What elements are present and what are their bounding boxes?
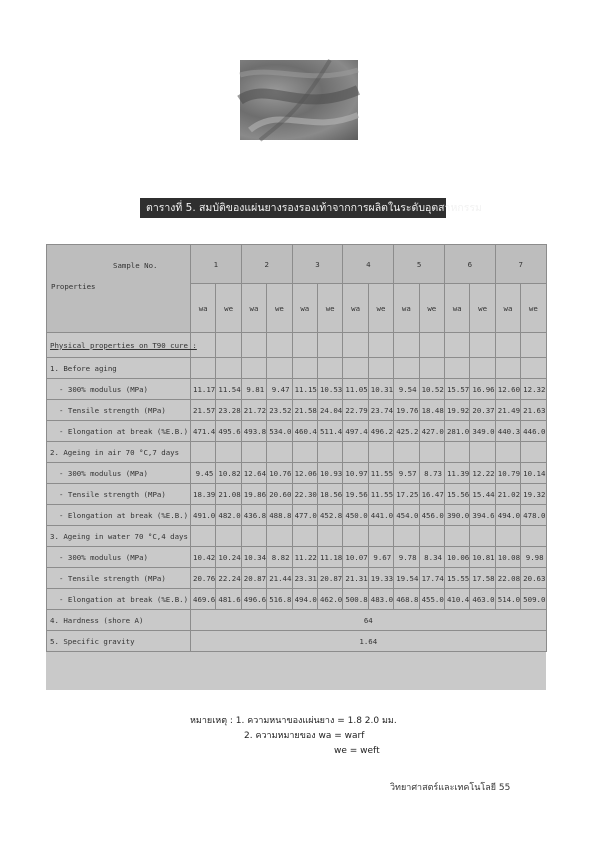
value-cell: 452.8 xyxy=(317,505,342,526)
value-cell: 10.31 xyxy=(368,379,393,400)
sample-header-5: 5 xyxy=(394,245,445,284)
value-cell: 11.05 xyxy=(343,379,368,400)
table-row xyxy=(47,421,547,442)
rubber-sample-photo xyxy=(240,60,358,140)
value-cell: 11.55 xyxy=(368,484,393,505)
value-cell: 488.8 xyxy=(267,505,292,526)
note-line-3: we = weft xyxy=(334,746,380,756)
value-cell: 15.56 xyxy=(444,484,469,505)
value-cell: 462.0 xyxy=(317,589,342,610)
specific-gravity-value-cell: 1.64 xyxy=(191,631,547,652)
sub-header-a: wa xyxy=(343,284,368,333)
value-cell: 21.31 xyxy=(343,568,368,589)
value-cell: 18.48 xyxy=(419,400,444,421)
empty-cell xyxy=(292,442,317,463)
value-cell: 23.28 xyxy=(216,400,241,421)
note-block xyxy=(190,714,397,759)
empty-cell xyxy=(419,526,444,547)
value-cell: 19.32 xyxy=(521,484,546,505)
value-cell: 10.82 xyxy=(216,463,241,484)
page-footer: วิทยาศาสตร์และเทคโนโลยี 55 xyxy=(390,783,511,793)
empty-cell xyxy=(267,358,292,379)
sample-no-label: Sample No. xyxy=(113,261,158,270)
value-cell: 20.37 xyxy=(470,400,495,421)
value-cell: 9.47 xyxy=(267,379,292,400)
sub-header-b: we xyxy=(368,284,393,333)
empty-cell xyxy=(444,333,469,358)
empty-cell xyxy=(368,526,393,547)
empty-cell xyxy=(470,526,495,547)
value-cell: 10.34 xyxy=(241,547,266,568)
value-cell: 11.22 xyxy=(292,547,317,568)
sample-header-3: 3 xyxy=(292,245,343,284)
empty-cell xyxy=(216,442,241,463)
value-cell: 10.53 xyxy=(317,379,342,400)
value-cell: 8.73 xyxy=(419,463,444,484)
value-cell: 483.0 xyxy=(368,589,393,610)
empty-cell xyxy=(419,333,444,358)
empty-cell xyxy=(317,358,342,379)
value-cell: 21.58 xyxy=(292,400,317,421)
value-cell: 11.15 xyxy=(292,379,317,400)
table-row xyxy=(47,589,547,610)
hardness-value-cell: 64 xyxy=(191,610,547,631)
value-cell: 349.0 xyxy=(470,421,495,442)
empty-cell xyxy=(267,442,292,463)
value-cell: 481.6 xyxy=(216,589,241,610)
value-cell: 10.79 xyxy=(495,463,520,484)
value-cell: 12.32 xyxy=(521,379,546,400)
empty-cell xyxy=(419,358,444,379)
value-cell: 8.34 xyxy=(419,547,444,568)
empty-cell xyxy=(317,526,342,547)
value-cell: 16.96 xyxy=(470,379,495,400)
value-cell: 10.14 xyxy=(521,463,546,484)
value-cell: 9.81 xyxy=(241,379,266,400)
value-cell: 21.57 xyxy=(191,400,216,421)
value-cell: 482.0 xyxy=(216,505,241,526)
empty-cell xyxy=(368,333,393,358)
note-line-1: หมายเหตุ : 1. ความหนาของแผ่นยาง = 1.8 2.0 มม. xyxy=(190,716,397,726)
value-cell: 9.54 xyxy=(394,379,419,400)
empty-cell xyxy=(368,442,393,463)
empty-cell xyxy=(521,358,546,379)
empty-cell xyxy=(191,526,216,547)
value-cell: 16.47 xyxy=(419,484,444,505)
value-cell: 20.87 xyxy=(317,568,342,589)
value-cell: 22.24 xyxy=(216,568,241,589)
table-row xyxy=(47,379,547,400)
value-cell: 534.0 xyxy=(267,421,292,442)
value-cell: 10.93 xyxy=(317,463,342,484)
value-cell: 468.8 xyxy=(394,589,419,610)
empty-cell xyxy=(292,333,317,358)
value-cell: 10.08 xyxy=(495,547,520,568)
sample-header-2: 2 xyxy=(241,245,292,284)
note-line-2: 2. ความหมายของ wa = warf xyxy=(244,731,365,741)
empty-cell xyxy=(444,358,469,379)
empty-cell xyxy=(394,333,419,358)
table-row xyxy=(47,400,547,421)
empty-cell xyxy=(241,526,266,547)
hardness-label-cell: 4. Hardness (shore A) xyxy=(47,610,191,631)
empty-cell xyxy=(470,358,495,379)
value-cell: 22.30 xyxy=(292,484,317,505)
value-cell: 454.0 xyxy=(394,505,419,526)
properties-label: Properties xyxy=(51,282,96,291)
value-cell: 20.63 xyxy=(521,568,546,589)
value-cell: 23.52 xyxy=(267,400,292,421)
empty-cell xyxy=(216,526,241,547)
value-cell: 18.56 xyxy=(317,484,342,505)
sample-header-4: 4 xyxy=(343,245,394,284)
value-cell: 18.39 xyxy=(191,484,216,505)
value-cell: 10.42 xyxy=(191,547,216,568)
empty-cell xyxy=(241,358,266,379)
empty-cell xyxy=(394,526,419,547)
sub-header-a: wa xyxy=(444,284,469,333)
value-cell: 427.0 xyxy=(419,421,444,442)
empty-cell xyxy=(216,358,241,379)
sample-header-1: 1 xyxy=(191,245,242,284)
empty-cell xyxy=(343,526,368,547)
empty-cell xyxy=(267,333,292,358)
sub-header-a: wa xyxy=(191,284,216,333)
value-cell: 281.0 xyxy=(444,421,469,442)
table-row xyxy=(47,484,547,505)
value-cell: 436.8 xyxy=(241,505,266,526)
property-label-cell: - Tensile strength (MPa) xyxy=(47,568,191,589)
table-row xyxy=(47,333,547,358)
value-cell: 514.0 xyxy=(495,589,520,610)
empty-cell xyxy=(419,442,444,463)
value-cell: 446.0 xyxy=(521,421,546,442)
value-cell: 10.97 xyxy=(343,463,368,484)
value-cell: 20.76 xyxy=(191,568,216,589)
sub-header-b: we xyxy=(419,284,444,333)
value-cell: 11.17 xyxy=(191,379,216,400)
value-cell: 441.0 xyxy=(368,505,393,526)
value-cell: 390.0 xyxy=(444,505,469,526)
empty-cell xyxy=(470,442,495,463)
empty-cell xyxy=(521,442,546,463)
property-label-cell: - 300% modulus (MPa) xyxy=(47,463,191,484)
value-cell: 496.6 xyxy=(241,589,266,610)
value-cell: 8.82 xyxy=(267,547,292,568)
table-row xyxy=(47,358,547,379)
empty-cell xyxy=(394,358,419,379)
value-cell: 425.2 xyxy=(394,421,419,442)
value-cell: 15.44 xyxy=(470,484,495,505)
value-cell: 21.63 xyxy=(521,400,546,421)
value-cell: 21.44 xyxy=(267,568,292,589)
empty-cell xyxy=(191,358,216,379)
value-cell: 10.06 xyxy=(444,547,469,568)
empty-cell xyxy=(495,358,520,379)
value-cell: 11.55 xyxy=(368,463,393,484)
table-row xyxy=(47,526,547,547)
property-label-cell: - Tensile strength (MPa) xyxy=(47,484,191,505)
value-cell: 10.76 xyxy=(267,463,292,484)
value-cell: 17.74 xyxy=(419,568,444,589)
empty-cell xyxy=(292,358,317,379)
value-cell: 22.79 xyxy=(343,400,368,421)
value-cell: 9.57 xyxy=(394,463,419,484)
table-row xyxy=(47,463,547,484)
empty-cell xyxy=(216,333,241,358)
value-cell: 12.60 xyxy=(495,379,520,400)
value-cell: 23.74 xyxy=(368,400,393,421)
value-cell: 491.0 xyxy=(191,505,216,526)
value-cell: 19.54 xyxy=(394,568,419,589)
value-cell: 471.4 xyxy=(191,421,216,442)
value-cell: 394.6 xyxy=(470,505,495,526)
value-cell: 11.18 xyxy=(317,547,342,568)
value-cell: 494.0 xyxy=(495,505,520,526)
property-label-cell: - Tensile strength (MPa) xyxy=(47,400,191,421)
value-cell: 19.33 xyxy=(368,568,393,589)
empty-cell xyxy=(317,333,342,358)
value-cell: 455.0 xyxy=(419,589,444,610)
property-label-cell: - 300% modulus (MPa) xyxy=(47,547,191,568)
empty-cell xyxy=(495,333,520,358)
empty-cell xyxy=(444,442,469,463)
empty-cell xyxy=(521,333,546,358)
sample-header-7: 7 xyxy=(495,245,546,284)
value-cell: 494.0 xyxy=(292,589,317,610)
value-cell: 9.67 xyxy=(368,547,393,568)
value-cell: 495.6 xyxy=(216,421,241,442)
empty-cell xyxy=(267,526,292,547)
properties-table-panel xyxy=(46,244,546,690)
table-row xyxy=(47,442,547,463)
value-cell: 17.58 xyxy=(470,568,495,589)
sub-header-b: we xyxy=(470,284,495,333)
value-cell: 21.02 xyxy=(495,484,520,505)
value-cell: 10.24 xyxy=(216,547,241,568)
table-row xyxy=(47,505,547,526)
sub-header-b: we xyxy=(267,284,292,333)
sample-header-6: 6 xyxy=(444,245,495,284)
value-cell: 19.86 xyxy=(241,484,266,505)
value-cell: 12.64 xyxy=(241,463,266,484)
value-cell: 9.78 xyxy=(394,547,419,568)
sub-header-a: wa xyxy=(241,284,266,333)
value-cell: 21.49 xyxy=(495,400,520,421)
group-title-cell: 1. Before aging xyxy=(47,358,191,379)
empty-cell xyxy=(495,442,520,463)
value-cell: 469.6 xyxy=(191,589,216,610)
value-cell: 509.0 xyxy=(521,589,546,610)
value-cell: 17.25 xyxy=(394,484,419,505)
property-label-cell: - Elongation at break (%E.B.) xyxy=(47,421,191,442)
value-cell: 12.06 xyxy=(292,463,317,484)
table-row xyxy=(47,568,547,589)
empty-cell xyxy=(495,526,520,547)
value-cell: 456.0 xyxy=(419,505,444,526)
value-cell: 11.54 xyxy=(216,379,241,400)
table-row xyxy=(47,610,547,631)
specific-gravity-label-cell: 5. Specific gravity xyxy=(47,631,191,652)
sample-properties-header-cell xyxy=(47,245,191,333)
value-cell: 9.45 xyxy=(191,463,216,484)
value-cell: 493.8 xyxy=(241,421,266,442)
empty-cell xyxy=(241,442,266,463)
value-cell: 22.08 xyxy=(495,568,520,589)
value-cell: 460.4 xyxy=(292,421,317,442)
value-cell: 15.55 xyxy=(444,568,469,589)
value-cell: 497.4 xyxy=(343,421,368,442)
value-cell: 23.31 xyxy=(292,568,317,589)
table-row xyxy=(47,631,547,652)
properties-table xyxy=(46,244,547,652)
value-cell: 496.2 xyxy=(368,421,393,442)
value-cell: 440.3 xyxy=(495,421,520,442)
table-row xyxy=(47,547,547,568)
empty-cell xyxy=(241,333,266,358)
value-cell: 21.72 xyxy=(241,400,266,421)
empty-cell xyxy=(368,358,393,379)
empty-cell xyxy=(394,442,419,463)
value-cell: 10.81 xyxy=(470,547,495,568)
value-cell: 410.4 xyxy=(444,589,469,610)
value-cell: 20.60 xyxy=(267,484,292,505)
sub-header-a: wa xyxy=(495,284,520,333)
empty-cell xyxy=(470,333,495,358)
value-cell: 12.22 xyxy=(470,463,495,484)
empty-cell xyxy=(343,442,368,463)
value-cell: 9.98 xyxy=(521,547,546,568)
empty-cell xyxy=(292,526,317,547)
value-cell: 478.0 xyxy=(521,505,546,526)
value-cell: 511.4 xyxy=(317,421,342,442)
value-cell: 19.56 xyxy=(343,484,368,505)
value-cell: 10.07 xyxy=(343,547,368,568)
property-label-cell: - 300% modulus (MPa) xyxy=(47,379,191,400)
empty-cell xyxy=(521,526,546,547)
value-cell: 19.76 xyxy=(394,400,419,421)
value-cell: 11.39 xyxy=(444,463,469,484)
sub-header-b: we xyxy=(216,284,241,333)
sub-header-b: we xyxy=(317,284,342,333)
empty-cell xyxy=(444,526,469,547)
empty-cell xyxy=(343,333,368,358)
property-label-cell: - Elongation at break (%E.B.) xyxy=(47,505,191,526)
value-cell: 450.0 xyxy=(343,505,368,526)
sub-header-a: wa xyxy=(394,284,419,333)
empty-cell xyxy=(191,442,216,463)
property-label-cell: - Elongation at break (%E.B.) xyxy=(47,589,191,610)
value-cell: 500.8 xyxy=(343,589,368,610)
value-cell: 20.87 xyxy=(241,568,266,589)
empty-cell xyxy=(343,358,368,379)
value-cell: 15.57 xyxy=(444,379,469,400)
sub-header-a: wa xyxy=(292,284,317,333)
sub-header-b: we xyxy=(521,284,546,333)
section-title-cell: Physical properties on T90 cure : xyxy=(47,333,191,358)
value-cell: 516.8 xyxy=(267,589,292,610)
group-title-cell: 3. Ageing in water 70 °C,4 days xyxy=(47,526,191,547)
value-cell: 24.04 xyxy=(317,400,342,421)
value-cell: 463.0 xyxy=(470,589,495,610)
value-cell: 477.0 xyxy=(292,505,317,526)
group-title-cell: 2. Ageing in air 70 °C,7 days xyxy=(47,442,191,463)
table-caption: ตารางที่ 5. สมบัติของแผ่นยางรองรองเท้าจากการผลิตในระดับอุตสาหกรรม xyxy=(140,198,446,218)
empty-cell xyxy=(317,442,342,463)
value-cell: 10.52 xyxy=(419,379,444,400)
value-cell: 19.92 xyxy=(444,400,469,421)
value-cell: 21.08 xyxy=(216,484,241,505)
